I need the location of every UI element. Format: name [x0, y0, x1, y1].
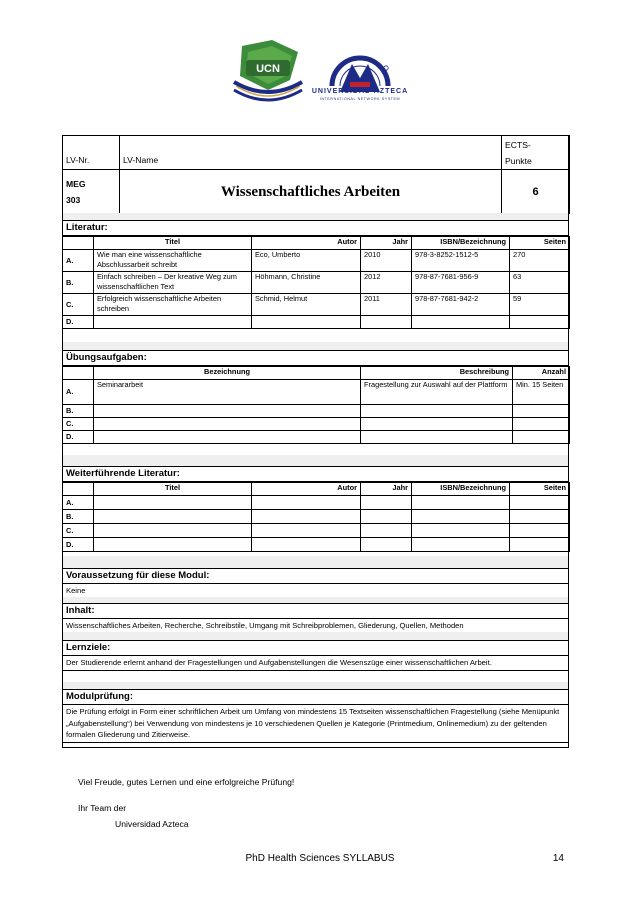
footer-title: PhD Health Sciences SYLLABUS — [245, 853, 395, 864]
row-letter: D. — [63, 431, 94, 444]
inhalt-section — [62, 603, 569, 634]
row-letter: B. — [63, 272, 94, 294]
literatur-title: Literatur: — [62, 220, 569, 236]
cell-seiten: 63 — [510, 272, 570, 294]
table-row — [63, 316, 570, 329]
row-letter: B. — [63, 510, 94, 524]
ucn-logo-icon — [232, 38, 304, 108]
table-row — [63, 250, 570, 272]
cell-seiten: 59 — [510, 294, 570, 316]
literatur-section — [62, 220, 569, 329]
row-letter: C. — [63, 294, 94, 316]
uebung-table — [62, 366, 570, 444]
col-beschreibung: Beschreibung — [361, 367, 513, 380]
voraussetzung-title: Voraussetzung für diese Modul: — [62, 568, 569, 584]
inhalt-text: Wissenschaftliches Arbeiten, Recherche, Schreibstile, Umgang mit Schreibproblemen, Gliederung, Quellen, Methoden — [62, 619, 569, 634]
ects-header-line1: ECTS- — [505, 139, 531, 150]
col-isbn: ISBN/Bezeichnung — [412, 483, 510, 496]
table-row — [63, 431, 570, 444]
azteca-subtitle-text: INTERNATIONAL NETWORK SYSTEM — [319, 97, 401, 101]
row-letter: D. — [63, 538, 94, 552]
table-row — [63, 524, 570, 538]
spacer — [62, 556, 569, 568]
lernziele-title: Lernziele: — [62, 640, 569, 656]
table-row — [63, 380, 570, 405]
spacer — [62, 455, 569, 466]
voraussetzung-text: Keine — [62, 584, 569, 599]
lv-nr-line1: MEG — [66, 178, 86, 189]
cell-jahr: 2012 — [361, 272, 412, 294]
closing-university: Universidad Azteca — [115, 819, 189, 829]
spacer — [62, 682, 569, 689]
lernziele-text: Der Studierende erlernt anhand der Fragestellungen und Aufgabenstellungen die Wesenszüge einer wissenschaftlichen Arbeit. — [62, 656, 569, 671]
uebung-section — [62, 350, 569, 444]
col-seiten: Seiten — [510, 483, 570, 496]
literatur-corner — [63, 237, 94, 250]
row-letter: A. — [63, 250, 94, 272]
col-jahr: Jahr — [361, 483, 412, 496]
row-letter: B. — [63, 405, 94, 418]
cell-autor: Schmid, Helmut — [252, 294, 361, 316]
literatur-table — [62, 236, 570, 329]
table-row — [63, 405, 570, 418]
ects-value: 6 — [502, 170, 570, 214]
table-row — [63, 510, 570, 524]
inhalt-title: Inhalt: — [62, 603, 569, 619]
pruefung-text: Die Prüfung erfolgt in Form einer schriftlichen Arbeit um Umfang von mindestens 15 Textseiten wissenschaftlichen Fragestellung (siehe Menüpunkt „Aufgabenstellung“) bei Verwendung von mindestens je 10 verschiedenen Quellen je Kategorie (Printmedium, Onlinemedium) zu der geltenden formalen Gliederung und Zitierweise. — [62, 705, 569, 743]
row-letter: D. — [63, 316, 94, 329]
col-autor: Autor — [252, 237, 361, 250]
lv-nr-line2: 303 — [66, 194, 81, 205]
cell-autor: Eco, Umberto — [252, 250, 361, 272]
col-autor: Autor — [252, 483, 361, 496]
weiter-section — [62, 466, 569, 552]
uebung-header-row — [63, 367, 570, 380]
uebung-title: Übungsaufgaben: — [62, 350, 569, 366]
row-letter: C. — [63, 418, 94, 431]
ucn-logo-text: UCN — [256, 63, 280, 75]
weiter-header-row — [63, 483, 570, 496]
course-header — [62, 135, 569, 214]
cell-titel: Wie man eine wissenschaftliche Abschlussarbeit schreibt — [94, 250, 252, 272]
col-anzahl: Anzahl — [513, 367, 570, 380]
course-header-table — [62, 135, 570, 214]
lv-name-header: LV-Name — [120, 136, 502, 170]
col-titel: Titel — [94, 483, 252, 496]
lv-name-value: Wissenschaftliches Arbeiten — [120, 170, 502, 214]
cell-autor: Höhmann, Christine — [252, 272, 361, 294]
closing-team: Ihr Team der — [78, 803, 127, 813]
cell-bezeichnung: Seminararbeit — [94, 380, 361, 405]
table-row — [63, 538, 570, 552]
col-isbn: ISBN/Bezeichnung — [412, 237, 510, 250]
page-number: 14 — [552, 853, 564, 864]
cell-beschreibung: Fragestellung zur Auswahl auf der Plattform — [361, 380, 513, 405]
row-letter: C. — [63, 524, 94, 538]
pruefung-section — [62, 689, 569, 743]
table-row — [63, 496, 570, 510]
cell-titel: Erfolgreich wissenschaftliche Arbeiten schreiben — [94, 294, 252, 316]
lernziele-section — [62, 640, 569, 671]
pruefung-title: Modulprüfung: — [62, 689, 569, 705]
closing-wish: Viel Freude, gutes Lernen und eine erfolgreiche Prüfung! — [78, 777, 295, 787]
spacer — [62, 632, 569, 640]
cell-jahr: 2011 — [361, 294, 412, 316]
cell-isbn: 978-87-7681-942-2 — [412, 294, 510, 316]
table-row — [63, 294, 570, 316]
weiter-title: Weiterführende Literatur: — [62, 466, 569, 482]
cell-anzahl: Min. 15 Seiten — [513, 380, 570, 405]
col-jahr: Jahr — [361, 237, 412, 250]
lv-nr-header: LV-Nr. — [63, 136, 120, 170]
spacer — [62, 342, 569, 350]
cell-titel: Einfach schreiben – Der kreative Weg zum wissenschaftlichen Text — [94, 272, 252, 294]
lv-nr-value — [63, 170, 120, 214]
table-row — [63, 418, 570, 431]
uebung-corner — [63, 367, 94, 380]
row-letter: A. — [63, 380, 94, 405]
cell-jahr: 2010 — [361, 250, 412, 272]
weiter-corner — [63, 483, 94, 496]
row-letter: A. — [63, 496, 94, 510]
ects-header-line2: Punkte — [505, 155, 532, 166]
azteca-name-text: UNIVERSIDAD AZTECA — [311, 88, 409, 95]
literatur-header-row — [63, 237, 570, 250]
logo-area — [0, 38, 638, 108]
cell-isbn: 978-3-8252-1512-5 — [412, 250, 510, 272]
ects-header — [502, 136, 570, 170]
col-bezeichnung: Bezeichnung — [94, 367, 361, 380]
voraussetzung-section — [62, 568, 569, 599]
col-seiten: Seiten — [510, 237, 570, 250]
table-row — [63, 272, 570, 294]
spacer — [62, 213, 569, 220]
weiter-table — [62, 482, 570, 552]
cell-isbn: 978-87-7681-956-9 — [412, 272, 510, 294]
col-titel: Titel — [94, 237, 252, 250]
cell-seiten: 270 — [510, 250, 570, 272]
